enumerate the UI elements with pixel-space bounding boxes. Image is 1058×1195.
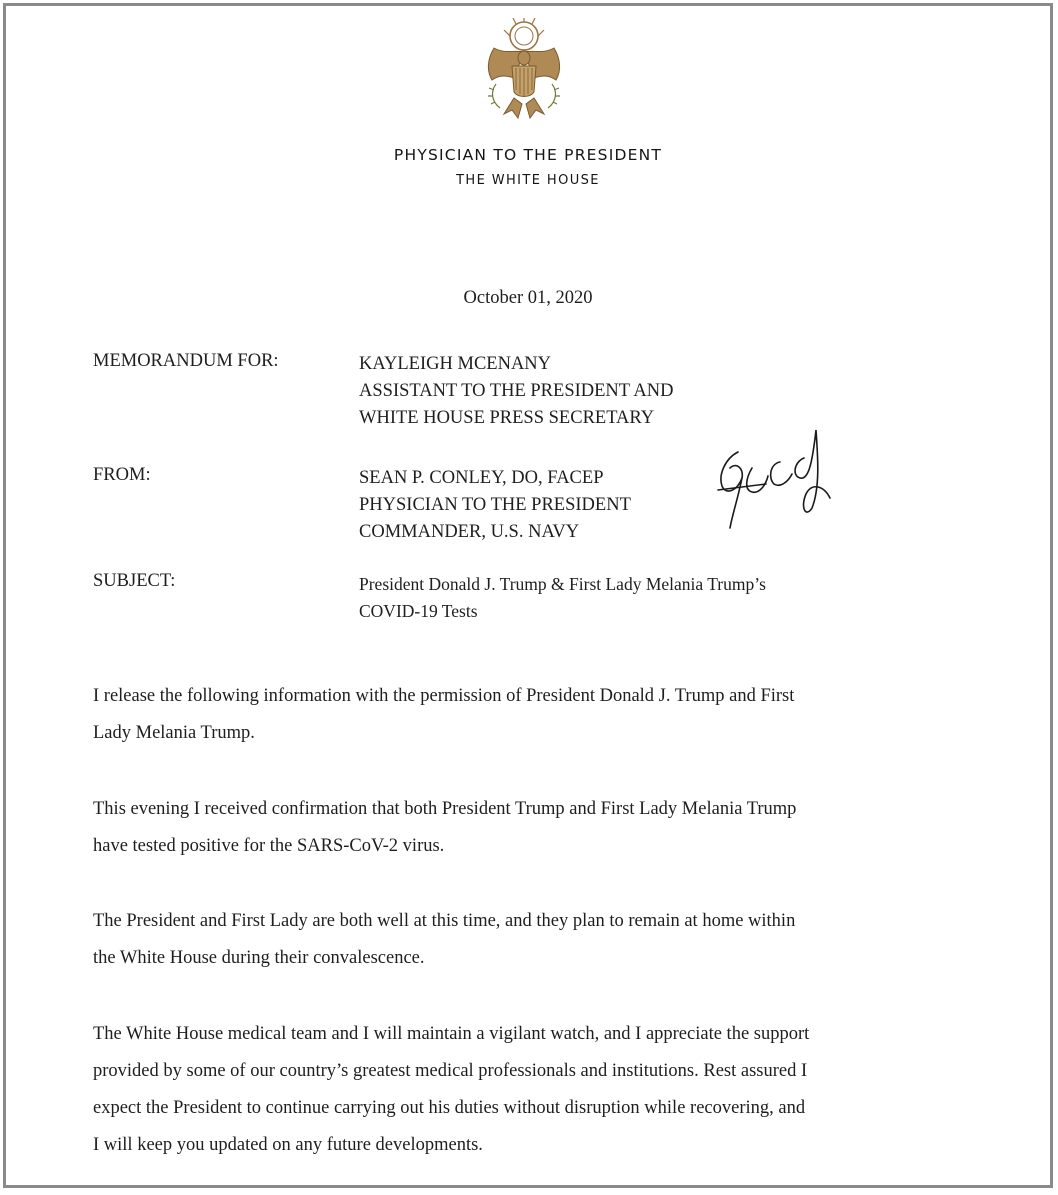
sender-line: SEAN P. CONLEY, DO, FACEP — [359, 468, 604, 488]
from-sender — [359, 465, 631, 546]
body-line: have tested positive for the SARS-CoV-2 virus. — [93, 836, 445, 856]
sender-line: PHYSICIAN TO THE PRESIDENT — [359, 495, 631, 515]
body-line: the White House during their convalescence. — [93, 948, 425, 968]
memo-date: October 01, 2020 — [463, 288, 593, 308]
body-line: Lady Melania Trump. — [93, 723, 255, 743]
body-line: This evening I received confirmation that both President Trump and First Lady Melania Trump — [93, 799, 797, 819]
body-paragraph — [93, 791, 973, 865]
body-line: expect the President to continue carrying out his duties without disruption while recovering, and — [93, 1098, 806, 1118]
recipient-line: WHITE HOUSE PRESS SECRETARY — [359, 408, 655, 428]
handwritten-signature-icon — [708, 428, 833, 532]
body-paragraph — [93, 903, 973, 977]
document-frame — [3, 3, 1053, 1188]
body-line: The President and First Lady are both well at this time, and they plan to remain at home within — [93, 911, 796, 931]
subject-line: COVID-19 Tests — [359, 601, 478, 621]
body-paragraph — [93, 1016, 973, 1164]
subject-text — [359, 571, 766, 625]
body-line: provided by some of our country’s greatest medical professionals and institutions. Rest assured I — [93, 1061, 808, 1081]
recipient-line: ASSISTANT TO THE PRESIDENT AND — [359, 381, 674, 401]
subject-label: SUBJECT: — [93, 571, 176, 591]
sender-line: COMMANDER, U.S. NAVY — [359, 522, 580, 542]
memorandum-for-recipient — [359, 351, 673, 432]
subject-line: President Donald J. Trump & First Lady Melania Trump’s — [359, 574, 766, 594]
letterhead-office: PHYSICIAN TO THE PRESIDENT — [393, 146, 663, 164]
body-paragraph — [93, 678, 973, 752]
body-line: The White House medical team and I will maintain a vigilant watch, and I appreciate the support — [93, 1024, 810, 1044]
letterhead-institution: THE WHITE HOUSE — [456, 173, 600, 188]
body-line: I release the following information with the permission of President Donald J. Trump and First — [93, 686, 795, 706]
from-label: FROM: — [93, 465, 151, 485]
recipient-line: KAYLEIGH MCENANY — [359, 354, 552, 374]
presidential-seal-eagle-icon — [474, 18, 574, 126]
body-line: I will keep you updated on any future developments. — [93, 1135, 483, 1155]
memorandum-for-label: MEMORANDUM FOR: — [93, 351, 279, 371]
memo-page — [6, 6, 1050, 1185]
